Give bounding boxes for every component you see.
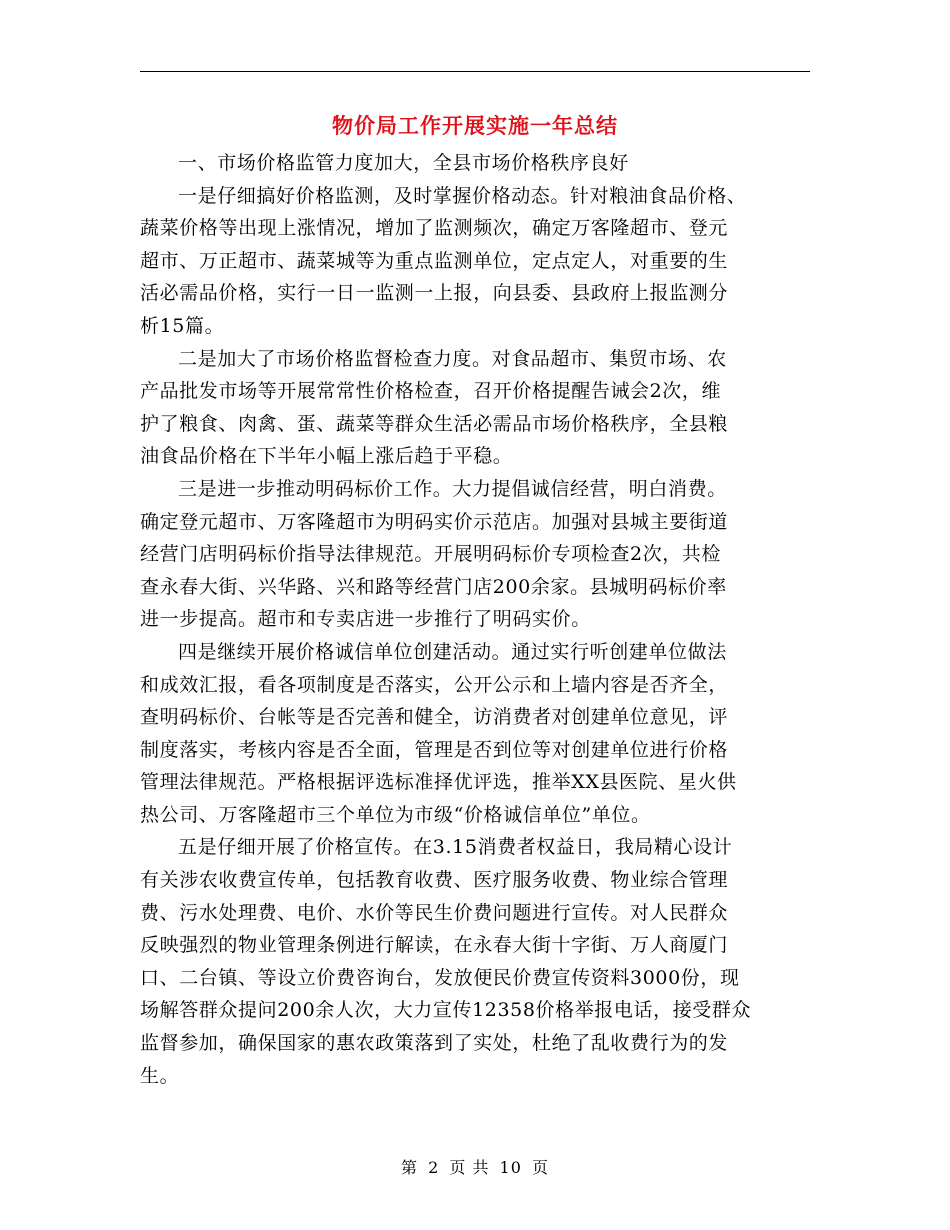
paragraph-line: 蔬菜价格等出现上涨情况，增加了监测频次，确定万客隆超市、登元: [140, 217, 729, 240]
page-label-prefix: 第: [400, 1158, 418, 1177]
paragraph-line: 一是仔细搞好价格监测，及时掌握价格动态。针对粮油食品价格、: [178, 184, 747, 207]
page-label-suffix: 页: [532, 1158, 550, 1177]
page-label-mid: 页 共: [449, 1158, 490, 1177]
paragraph-line: 护了粮食、肉禽、蛋、蔬菜等群众生活必需品市场价格秩序，全县粮: [140, 412, 729, 435]
paragraph-line: 五是仔细开展了价格宣传。在3.15消费者权益日，我局精心设计: [178, 836, 733, 859]
paragraph-line: 生。: [140, 1064, 180, 1087]
page-number: 2: [428, 1158, 440, 1177]
paragraph-line: 制度落实，考核内容是否全面，管理是否到位等对创建单位进行价格: [140, 738, 729, 761]
header-rule: [140, 71, 810, 72]
paragraph-line: 有关涉农收费宣传单，包括教育收费、医疗服务收费、物业综合管理: [140, 869, 729, 892]
paragraph-line: 监督参加，确保国家的惠农政策落到了实处，杜绝了乱收费行为的发: [140, 1032, 729, 1055]
paragraph-line: 口、二台镇、等设立价费咨询台，发放便民价费宣传资料3000份，现: [140, 966, 740, 989]
paragraph-line: 热公司、万客隆超市三个单位为市级“价格诚信单位”单位。: [140, 803, 651, 826]
paragraph-line: 进一步提高。超市和专卖店进一步推行了明码实价。: [140, 608, 591, 631]
paragraph-line: 油食品价格在下半年小幅上涨后趋于平稳。: [140, 445, 513, 468]
paragraph-line: 经营门店明码标价指导法律规范。开展明码标价专项检查2次，共检: [140, 543, 722, 566]
section-heading: 一、市场价格监管力度加大，全县市场价格秩序良好: [178, 152, 629, 174]
page-total: 10: [499, 1158, 522, 1177]
paragraph-line: 活必需品价格，实行一日一监测一上报，向县委、县政府上报监测分: [140, 282, 729, 305]
paragraph-line: 场解答群众提问200余人次，大力宣传12358价格举报电话，接受群众: [140, 999, 752, 1022]
paragraph-line: 二是加大了市场价格监督检查力度。对食品超市、集贸市场、农: [178, 347, 727, 370]
paragraph-line: 管理法律规范。严格根据评选标准择优评选，推举XX县医院、星火供: [140, 771, 737, 794]
paragraph-line: 费、污水处理费、电价、水价等民生价费问题进行宣传。对人民群众: [140, 901, 729, 924]
page-footer: [0, 1155, 950, 1178]
paragraph-line: 确定登元超市、万客隆超市为明码实价示范店。加强对县城主要街道: [140, 510, 729, 533]
paragraph-line: 反映强烈的物业管理条例进行解读，在永春大街十字街、万人商厦门: [140, 934, 729, 957]
paragraph-line: 超市、万正超市、蔬菜城等为重点监测单位，定点定人，对重要的生: [140, 249, 729, 272]
document-body: [140, 147, 812, 1092]
paragraph-line: 查明码标价、台帐等是否完善和健全，访消费者对创建单位意见，评: [140, 706, 729, 729]
paragraph-line: 和成效汇报，看各项制度是否落实，公开公示和上墙内容是否齐全，: [140, 673, 729, 696]
paragraph-line: 三是进一步推动明码标价工作。大力提倡诚信经营，明白消费。: [178, 477, 727, 500]
paragraph-line: 产品批发市场等开展常常性价格检查，召开价格提醒告诫会2次，维: [140, 380, 722, 403]
document-title: 物价局工作开展实施一年总结: [332, 113, 618, 138]
paragraph-line: 析15篇。: [140, 314, 225, 337]
paragraph-line: 查永春大街、兴华路、兴和路等经营门店200余家。县城明码标价率: [140, 575, 727, 598]
paragraph-line: 四是继续开展价格诚信单位创建活动。通过实行听创建单位做法: [178, 640, 727, 663]
